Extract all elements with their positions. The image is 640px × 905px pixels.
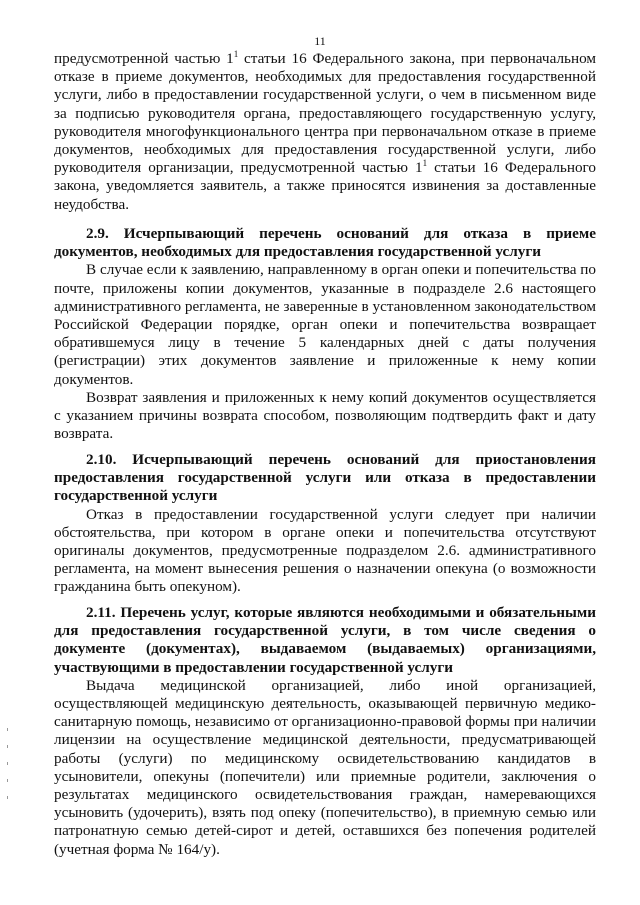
continuation-paragraph: [54, 50, 596, 214]
section-2-9-paragraph-1: В случае если к заявлению, направленному в орган опеки и попечительства по почте, приложены копии документов, указанные в подразделе 2.6 настоящего административного регламента, не заверенные в установленном законодательством Российской Федерации порядке, орган опеки и попечительства возвращает обратившемуся лицу в течение 5 календарных дней с даты получения (регистрации) этих документов заявление и приложенные к нему копии документов.: [54, 261, 596, 388]
section-2-11-paragraph-1: Выдача медицинской организацией, либо иной организацией, осуществляющей медицинскую деятельность, оказывающей первичную медико-санитарную помощь, независимо от организационно-правовой формы при наличии лицензии на осуществление медицинской деятельности, предусматривающей работы (услуги) по медицинскому освидетельствованию кандидатов в усыновители, опекуны (попечители) или приемные родители, заключения о результатах медицинского освидетельствования граждан, намеревающихся усыновить (удочерить), взять под опеку (попечительство), в приемную семью или патронатную семью детей-сирот и детей, оставшихся без попечения родителей (учетная форма № 164/у).: [54, 676, 596, 858]
superscript-1: 1: [233, 49, 239, 59]
section-2-11-heading: 2.11. Перечень услуг, которые являются необходимыми и обязательными для предоставления государственной услуги, в том числе сведения о документе (документах), выдаваемом (выдаваемых) организациями, участвующими в предоставлении государственной услуги: [54, 604, 596, 676]
page-number: 11: [314, 34, 326, 48]
scan-mark: [7, 728, 8, 731]
section-2-9-paragraph-2: Возврат заявления и приложенных к нему копий документов осуществляется с указанием причины возврата способом, позволяющим подтвердить факт и дату возврата.: [54, 388, 596, 443]
section-2-9: [54, 225, 596, 443]
continuation-text-part-3: статьи 16 Федерального закона, уведомляется заявитель, а также приносятся извинения за доставленные неудобства.: [54, 159, 596, 213]
scan-mark: [7, 796, 8, 799]
section-2-11: [54, 604, 596, 859]
section-2-9-heading: 2.9. Исчерпывающий перечень оснований для отказа в приеме документов, необходимых для предоставления государственной услуги: [54, 225, 596, 261]
superscript-2: 1: [422, 158, 428, 169]
scan-margin-marks: [6, 728, 10, 838]
section-2-10-heading: 2.10. Исчерпывающий перечень оснований для приостановления предоставления государственной услуги или отказа в предоставлении государственной услуги: [54, 451, 596, 505]
section-2-10: [54, 451, 596, 597]
continuation-text-part-1: предусмотренной частью 1: [54, 50, 234, 67]
scan-mark: [7, 779, 8, 782]
scan-mark: [7, 745, 8, 748]
section-2-10-paragraph-1: Отказ в предоставлении государственной услуги следует при наличии обстоятельства, при котором в органе опеки и попечительства отсутствуют оригиналы документов, предусмотренные подразделом 2.6. административного регламента, на момент вынесения решения о назначении опекуна (о возможности гражданина быть опекуном).: [54, 505, 596, 596]
continuation-text-part-2: статьи 16 Федерального закона, при первоначальном отказе в приеме документов, необходимых для предоставления государственной услуги, либо в предоставлении государственной услуги, о чем в письменном виде за подписью руководителя органа, предоставляющего государственную услугу, руководителя многофункционального центра при первоначальном отказе в приеме документов, необходимых для предоставления государственной услуги, либо руководителя организации, предусмотренной частью 1: [54, 50, 596, 177]
scan-mark: [7, 762, 8, 765]
